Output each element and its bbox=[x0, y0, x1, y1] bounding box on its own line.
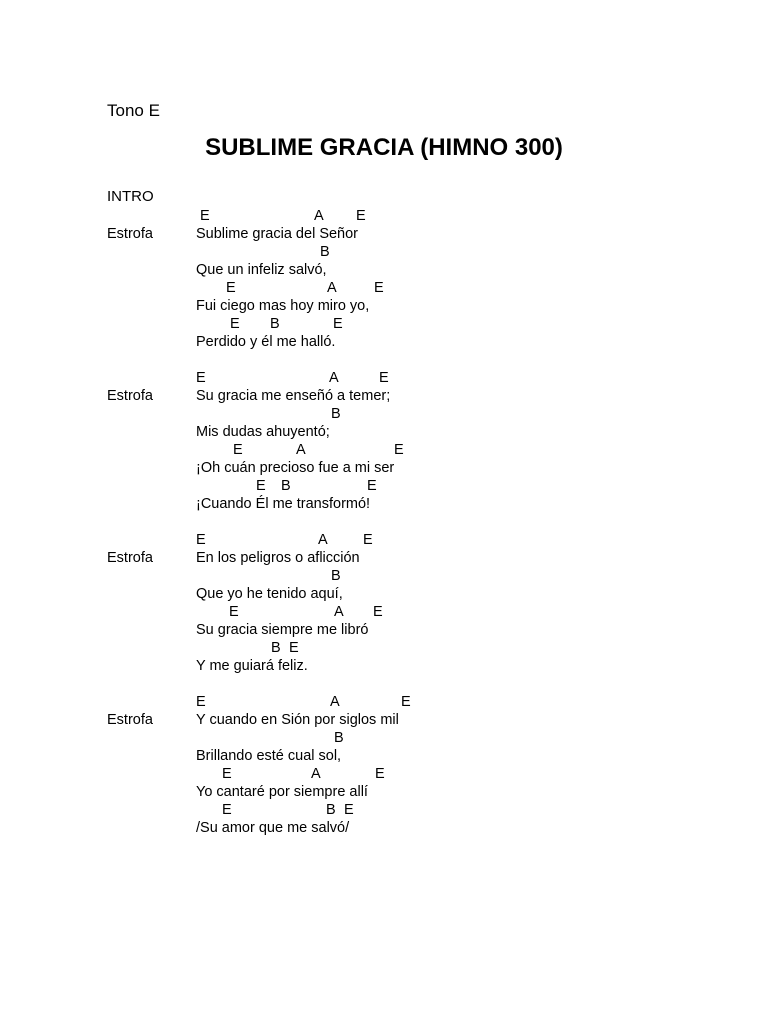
chord-row bbox=[0, 693, 411, 711]
lyric-line: Sublime gracia del Señor bbox=[196, 226, 359, 242]
chord: E bbox=[256, 478, 266, 494]
chord-row bbox=[0, 441, 404, 459]
lyric-line: Su gracia me enseñó a temer; bbox=[196, 388, 391, 404]
chord: B bbox=[271, 640, 281, 656]
chord-row bbox=[0, 279, 400, 297]
lyric-line: Que yo he tenido aquí, bbox=[196, 586, 343, 602]
lyric-line: ¡Oh cuán precioso fue a mi ser bbox=[196, 460, 395, 476]
lyric-line: Y cuando en Sión por siglos mil bbox=[196, 712, 399, 728]
chord: E bbox=[374, 280, 384, 296]
lyric-line: Y me guiará feliz. bbox=[196, 658, 308, 674]
chord-row bbox=[0, 477, 400, 495]
chord: B bbox=[320, 244, 330, 260]
lyric-line: Mis dudas ahuyentó; bbox=[196, 424, 330, 440]
chord-row bbox=[0, 801, 400, 819]
intro-label: INTRO bbox=[107, 188, 154, 205]
lyric-line: Su gracia siempre me libró bbox=[196, 622, 369, 638]
chord-row bbox=[0, 531, 400, 549]
chord-row bbox=[0, 603, 400, 621]
lyric-line: Perdido y él me halló. bbox=[196, 334, 336, 350]
lyric-line: En los peligros o aflicción bbox=[196, 550, 360, 566]
chord: A bbox=[327, 280, 337, 296]
lyric-line: Yo cantaré por siempre allí bbox=[196, 784, 368, 800]
chord: A bbox=[296, 442, 306, 458]
lyric-line: Brillando esté cual sol, bbox=[196, 748, 342, 764]
stanza-label: Estrofa bbox=[107, 550, 153, 566]
chord: E bbox=[344, 802, 354, 818]
chord: E bbox=[367, 478, 377, 494]
chord: E bbox=[222, 802, 232, 818]
chord-row bbox=[0, 243, 400, 261]
chord: B bbox=[334, 730, 344, 746]
chord: E bbox=[196, 532, 206, 548]
lyric-line: Fui ciego mas hoy miro yo, bbox=[196, 298, 370, 314]
chord-row bbox=[0, 315, 400, 333]
chord: E bbox=[401, 694, 411, 710]
chord: A bbox=[311, 766, 321, 782]
chord-row bbox=[0, 729, 400, 747]
chord: E bbox=[289, 640, 299, 656]
lyric-line: ¡Cuando Él me transformó! bbox=[196, 496, 371, 512]
chord: A bbox=[334, 604, 344, 620]
chord: E bbox=[196, 694, 206, 710]
key-label: Tono E bbox=[107, 101, 160, 120]
stanza-label: Estrofa bbox=[107, 226, 153, 242]
chord: E bbox=[226, 280, 236, 296]
chord-row bbox=[0, 639, 400, 657]
chord-row bbox=[0, 369, 400, 387]
chord: A bbox=[330, 694, 340, 710]
chord: B bbox=[326, 802, 336, 818]
stanza-label: Estrofa bbox=[107, 712, 153, 728]
chord: B bbox=[270, 316, 280, 332]
chord: E bbox=[333, 316, 343, 332]
chord: A bbox=[329, 370, 339, 386]
chord: B bbox=[331, 568, 341, 584]
chord-row bbox=[0, 567, 400, 585]
chord-row bbox=[0, 405, 400, 423]
chord: E bbox=[222, 766, 232, 782]
chord-row bbox=[0, 207, 400, 225]
lyric-line: /Su amor que me salvó/ bbox=[196, 820, 350, 836]
chord: E bbox=[394, 442, 404, 458]
chord: E bbox=[229, 604, 239, 620]
chord: B bbox=[331, 406, 341, 422]
chord: E bbox=[373, 604, 383, 620]
chord: E bbox=[375, 766, 385, 782]
chord-row bbox=[0, 765, 400, 783]
chord: A bbox=[314, 208, 324, 224]
chord: E bbox=[196, 370, 206, 386]
chord: E bbox=[379, 370, 389, 386]
chord: E bbox=[230, 316, 240, 332]
song-title: SUBLIME GRACIA (HIMNO 300) bbox=[205, 134, 563, 161]
lyric-line: Que un infeliz salvó, bbox=[196, 262, 327, 278]
chord: E bbox=[200, 208, 210, 224]
chord: A bbox=[318, 532, 328, 548]
chord: B bbox=[281, 478, 291, 494]
stanza-label: Estrofa bbox=[107, 388, 153, 404]
chord: E bbox=[356, 208, 366, 224]
chord: E bbox=[363, 532, 373, 548]
chord: E bbox=[233, 442, 243, 458]
